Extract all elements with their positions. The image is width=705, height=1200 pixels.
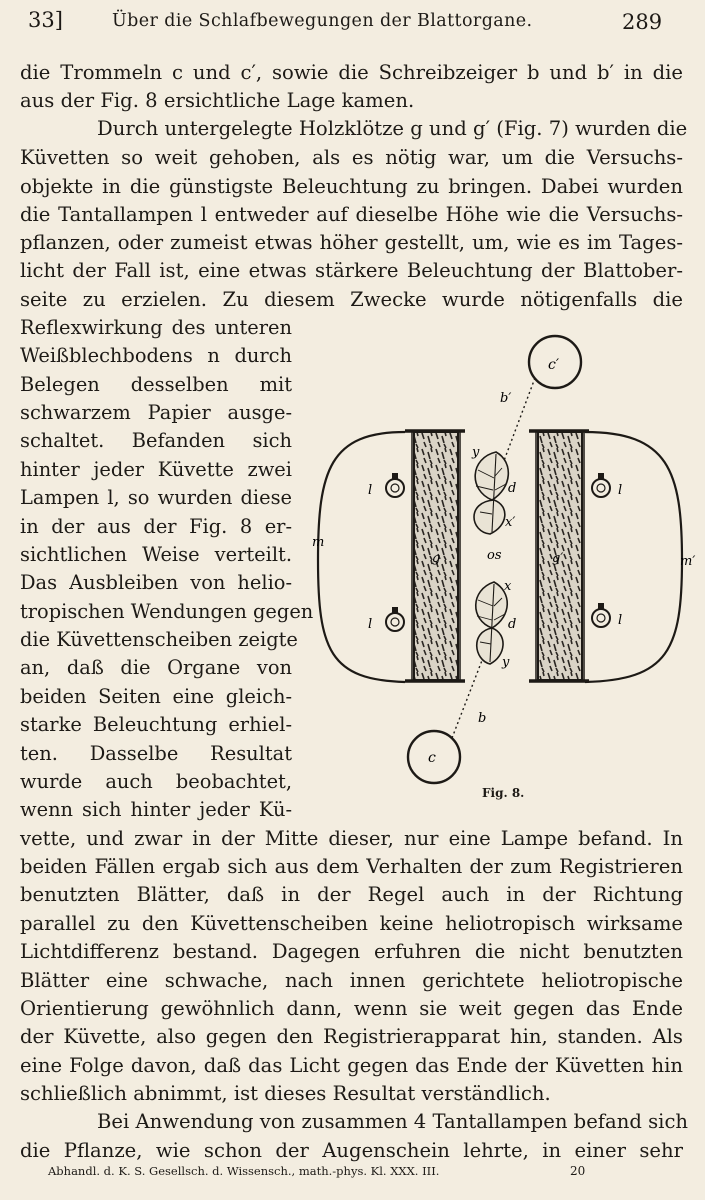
label-os: os (487, 548, 502, 563)
text-line: beiden Fällen ergab sich aus dem Verhalten der zum Registrieren (20, 855, 683, 878)
text-line: hinter jeder Küvette zwei (20, 458, 292, 481)
lamp (592, 473, 610, 497)
text-line: Blätter eine schwache, nach innen gerichtete heliotropische (20, 969, 683, 992)
text-line: sichtlichen Weise verteilt. (20, 543, 292, 566)
label-b-top: b′ (500, 391, 512, 406)
text-line: schließlich abnimmt, ist dieses Resultat verständlich. (20, 1082, 551, 1105)
label-m-right: m′ (680, 554, 696, 569)
text-line: objekte in die günstigste Beleuchtung zu bringen. Dabei wurden (20, 175, 683, 198)
figure-caption: Fig. 8. (482, 786, 525, 800)
label-m-left: m (312, 535, 325, 550)
text-line: die Küvettenscheiben zeigte (20, 628, 298, 651)
label-l2: l (368, 617, 373, 632)
printer-signature: 20 (570, 1164, 586, 1178)
text-line: parallel zu den Küvettenscheiben keine heliotropisch wirksame (20, 912, 683, 935)
text-line: ten. Dasselbe Resultat (20, 742, 292, 765)
text-line: die Tantallampen l entweder auf dieselbe Höhe wie die Versuchs- (20, 203, 683, 226)
text-line: eine Folge davon, daß das Licht gegen das Ende der Küvetten hin (20, 1054, 683, 1077)
text-line: die Pflanze, wie schon der Augenschein lehrte, in einer sehr (20, 1139, 683, 1162)
label-l4: l (618, 613, 623, 628)
text-line: wurde auch beobachtet, (20, 770, 292, 793)
page-number: 289 (622, 10, 663, 34)
label-g-left: g (432, 551, 441, 566)
label-l3: l (618, 483, 623, 498)
figure-8-diagram (300, 320, 700, 810)
text-line: Reflexwirkung des unteren (20, 316, 292, 339)
text-line: wenn sich hinter jeder Kü- (20, 798, 292, 821)
text-line: starke Beleuchtung erhiel- (20, 713, 292, 736)
leaf-pair-top (474, 452, 508, 534)
text-line: Küvetten so weit gehoben, als es nötig war, um die Versuchs- (20, 146, 683, 169)
label-x-top: x′ (505, 515, 516, 530)
text-line: pflanzen, oder zumeist etwas höher gestellt, um, wie es im Tages- (20, 231, 683, 254)
label-y-top: y (472, 445, 480, 460)
label-c-bottom: c (428, 750, 436, 766)
footer-citation: Abhandl. d. K. S. Gesellsch. d. Wissensch., math.-phys. Kl. XXX. III. (48, 1164, 440, 1178)
text-line: Bei Anwendung von zusammen 4 Tantallampen befand sich (97, 1110, 689, 1133)
leaf-pair-bottom (476, 582, 508, 664)
text-line: Orientierung gewöhnlich dann, wenn sie weit gegen das Ende (20, 997, 683, 1020)
label-g-right: g′ (552, 551, 564, 566)
text-line: aus der Fig. 8 ersichtliche Lage kamen. (20, 89, 415, 112)
text-line: tropischen Wendungen gegen (20, 600, 314, 623)
text-line: vette, und zwar in der Mitte dieser, nur eine Lampe befand. In (20, 827, 683, 850)
running-title: Über die Schlafbewegungen der Blattorgane. (112, 11, 533, 31)
vessel-outline (585, 432, 682, 682)
label-d-top: d (508, 481, 517, 496)
label-c-top: c′ (548, 357, 560, 373)
section-marker: 33] (28, 8, 63, 32)
text-line: seite zu erzielen. Zu diesem Zwecke wurde nötigenfalls die (20, 288, 683, 311)
text-line: Durch untergelegte Holzklötze g und g′ (Fig. 7) wurden die (97, 117, 688, 140)
text-line: die Trommeln c und c′, sowie die Schreibzeiger b und b′ in die (20, 61, 683, 84)
label-d-bottom: d (508, 617, 517, 632)
lamp (386, 607, 404, 631)
text-line: schaltet. Befanden sich (20, 429, 292, 452)
text-line: Weißblechbodens n durch (20, 344, 292, 367)
label-l1: l (368, 483, 373, 498)
text-line: in der aus der Fig. 8 er- (20, 515, 292, 538)
text-line: benutzten Blätter, daß in der Regel auch in der Richtung (20, 883, 683, 906)
vessel-outline (318, 432, 405, 682)
lamp (592, 603, 610, 627)
lamp (386, 473, 404, 497)
label-b-bottom: b (478, 711, 487, 726)
text-line: Belegen desselben mit (20, 373, 292, 396)
text-line: beiden Seiten eine gleich- (20, 685, 292, 708)
text-line: Das Ausbleiben von helio- (20, 571, 292, 594)
label-y-bottom: y (502, 655, 510, 670)
text-line: schwarzem Papier ausge- (20, 401, 292, 424)
text-line: an, daß die Organe von (20, 656, 292, 679)
text-line: Lichtdifferenz bestand. Dagegen erfuhren die nicht benutzten (20, 940, 683, 963)
label-x-bottom: x (504, 579, 512, 594)
text-line: licht der Fall ist, eine etwas stärkere Beleuchtung der Blattober- (20, 259, 683, 282)
text-line: der Küvette, also gegen den Registrierapparat hin, standen. Als (20, 1025, 683, 1048)
text-line: Lampen l, so wurden diese (20, 486, 292, 509)
